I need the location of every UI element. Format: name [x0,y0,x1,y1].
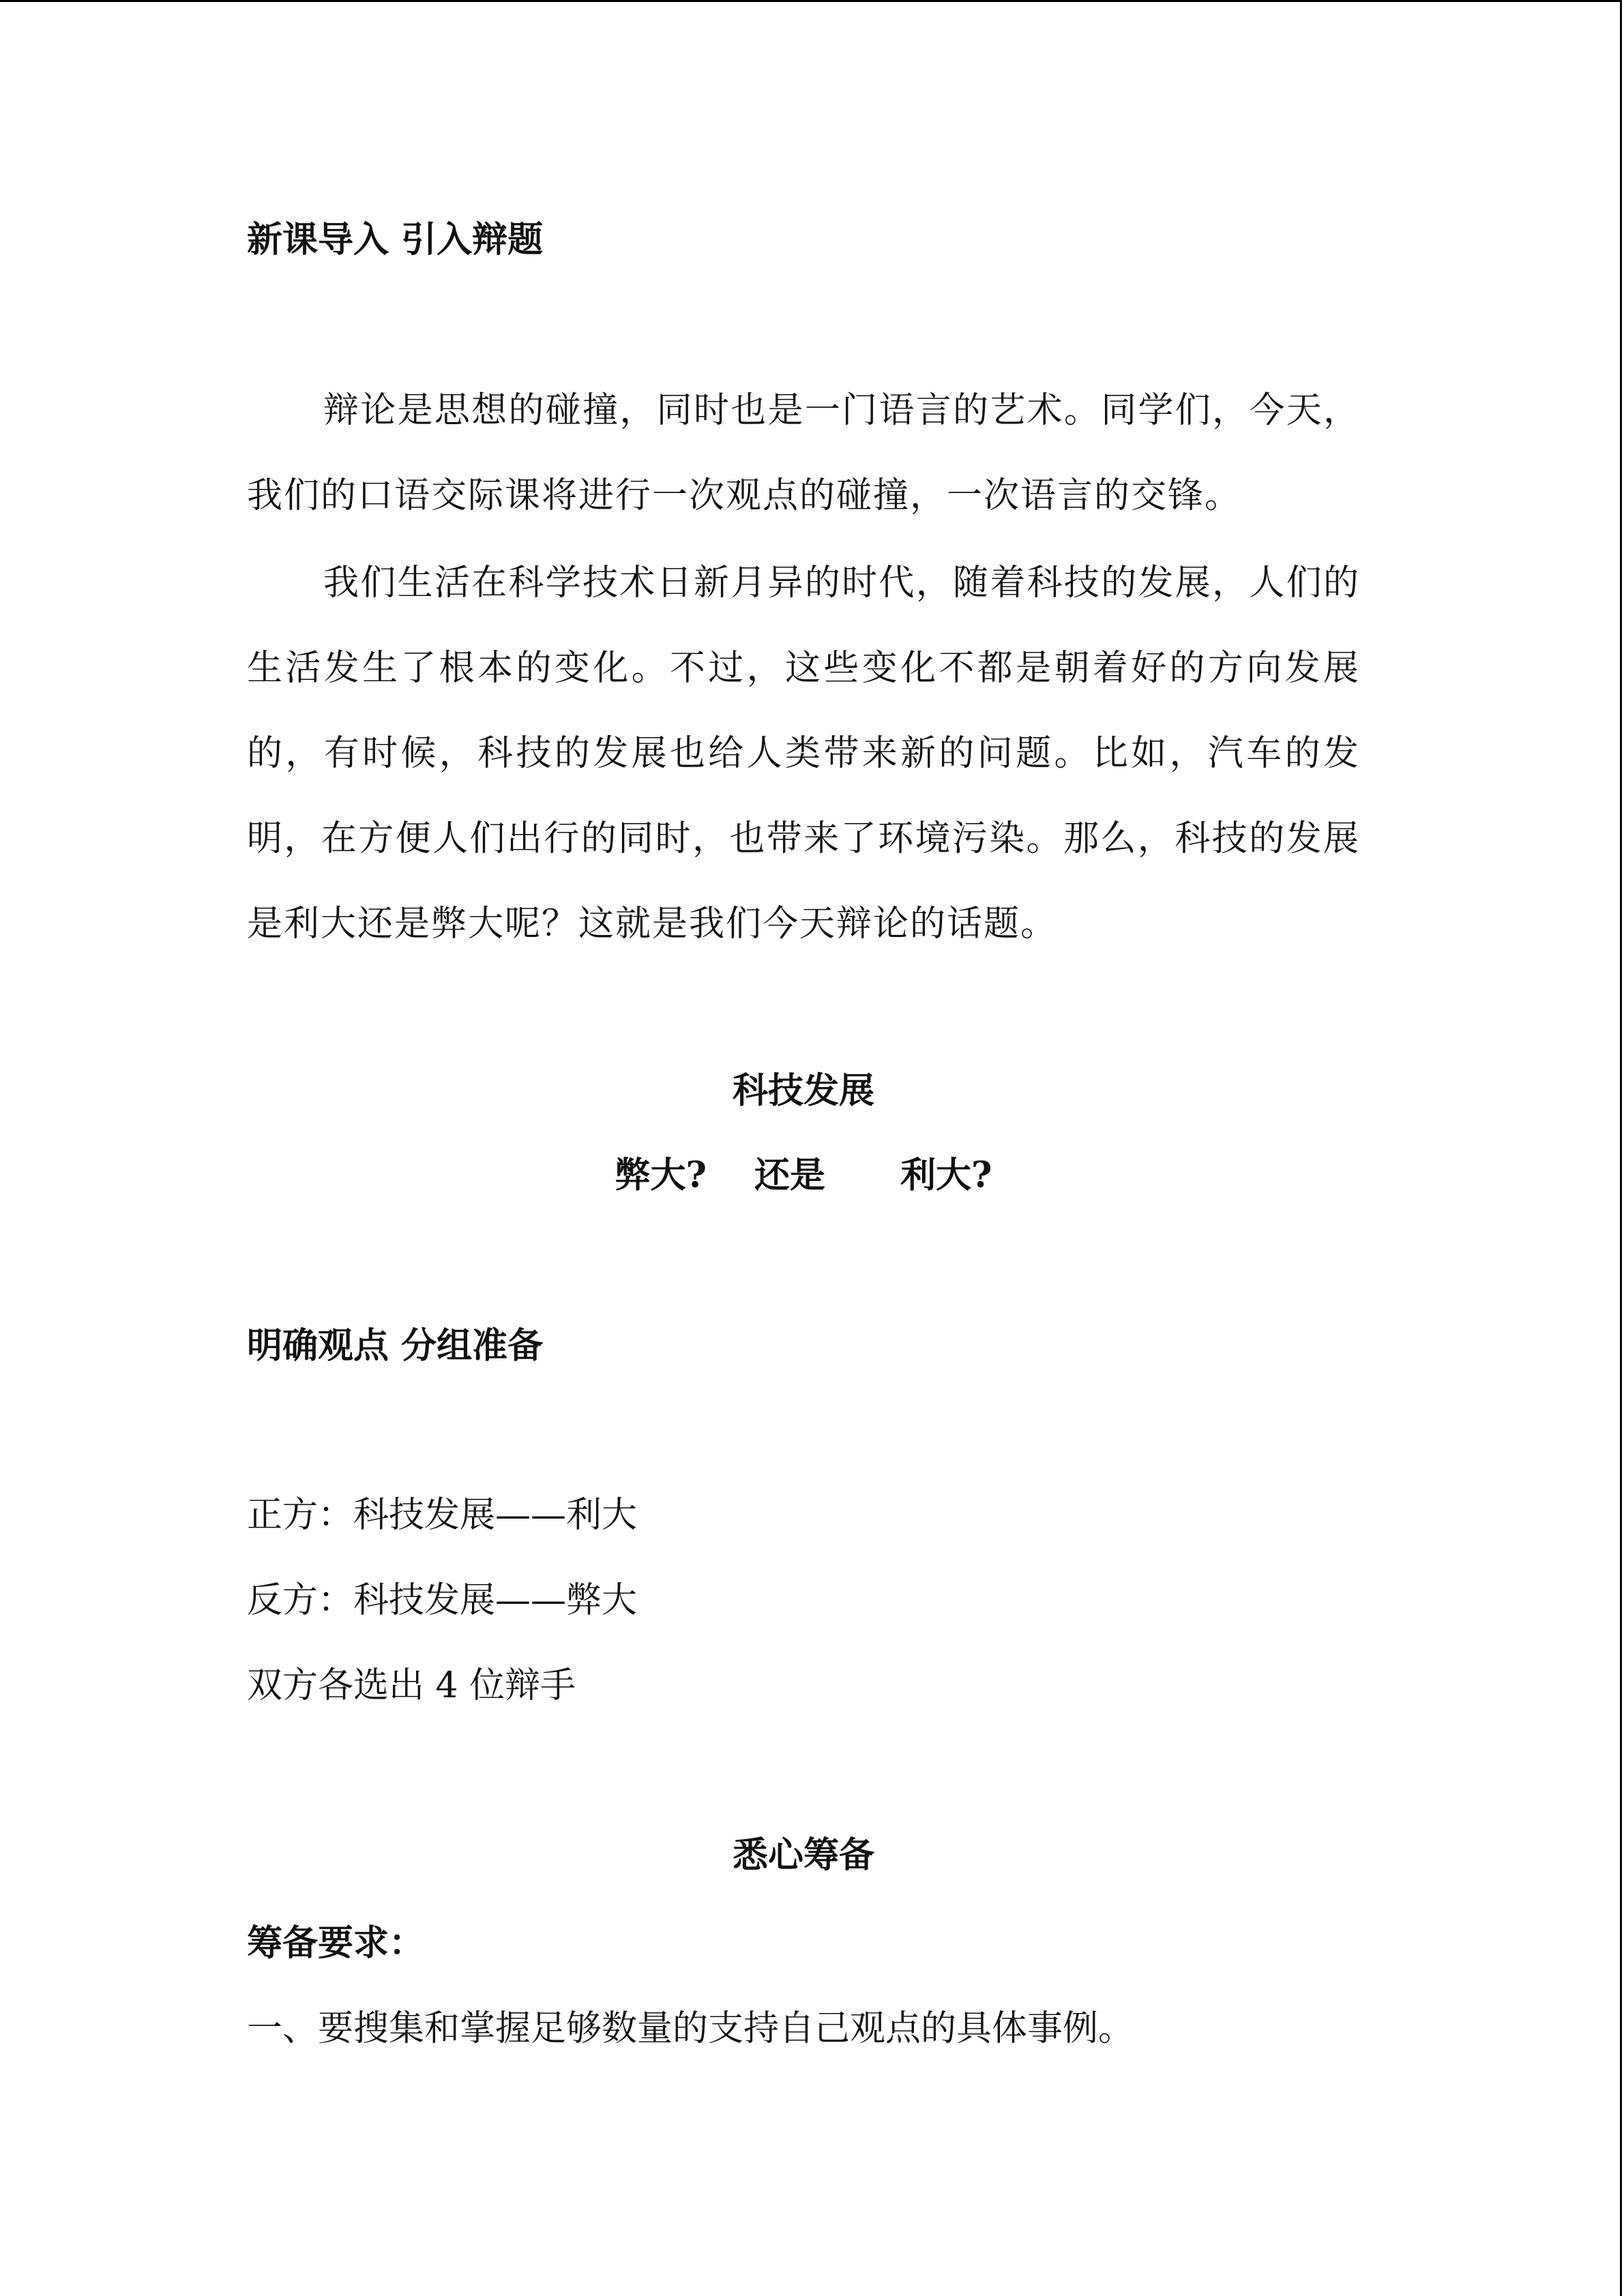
negative-side: 反方：科技发展——弊大 [247,1580,638,1621]
topic-option-a: 弊大? [615,1154,707,1196]
topic-title: 科技发展 [732,1070,874,1112]
intro-paragraph-1: 辩论是思想的碰撞，同时也是一门语言的艺术。同学们，今天，我们的口语交际课将进行一次观点的碰撞，一次语言的交锋。 [247,390,1360,516]
debaters-note: 双方各选出 4 位辩手 [247,1665,576,1706]
requirements-label: 筹备要求： [247,1922,425,1964]
requirement-item-1: 一、要搜集和掌握足够数量的支持自己观点的具体事例。 [247,2008,1134,2049]
intro-paragraph-2: 我们生活在科学技术日新月异的时代，随着科技的发展，人们的生活发生了根本的变化。不过，这些变化不都是朝着好的方向发展的，有时候，科技的发展也给人类带来新的问题。比如，汽车的发明，在方便人们出行的同时，也带来了环境污染。那么，科技的发展是利大还是弊大呢？这就是我们今天辩论的话题。 [247,563,1360,944]
affirmative-side: 正方：科技发展——利大 [247,1495,638,1536]
section-heading-positions: 明确观点 分组准备 [247,1325,544,1367]
topic-connector: 还是 [754,1154,825,1196]
section-title-preparation: 悉心筹备 [732,1834,874,1876]
topic-option-b: 利大? [900,1154,992,1196]
topic-options [247,1152,1360,1199]
section-heading-intro: 新课导入 引入辩题 [247,219,544,260]
